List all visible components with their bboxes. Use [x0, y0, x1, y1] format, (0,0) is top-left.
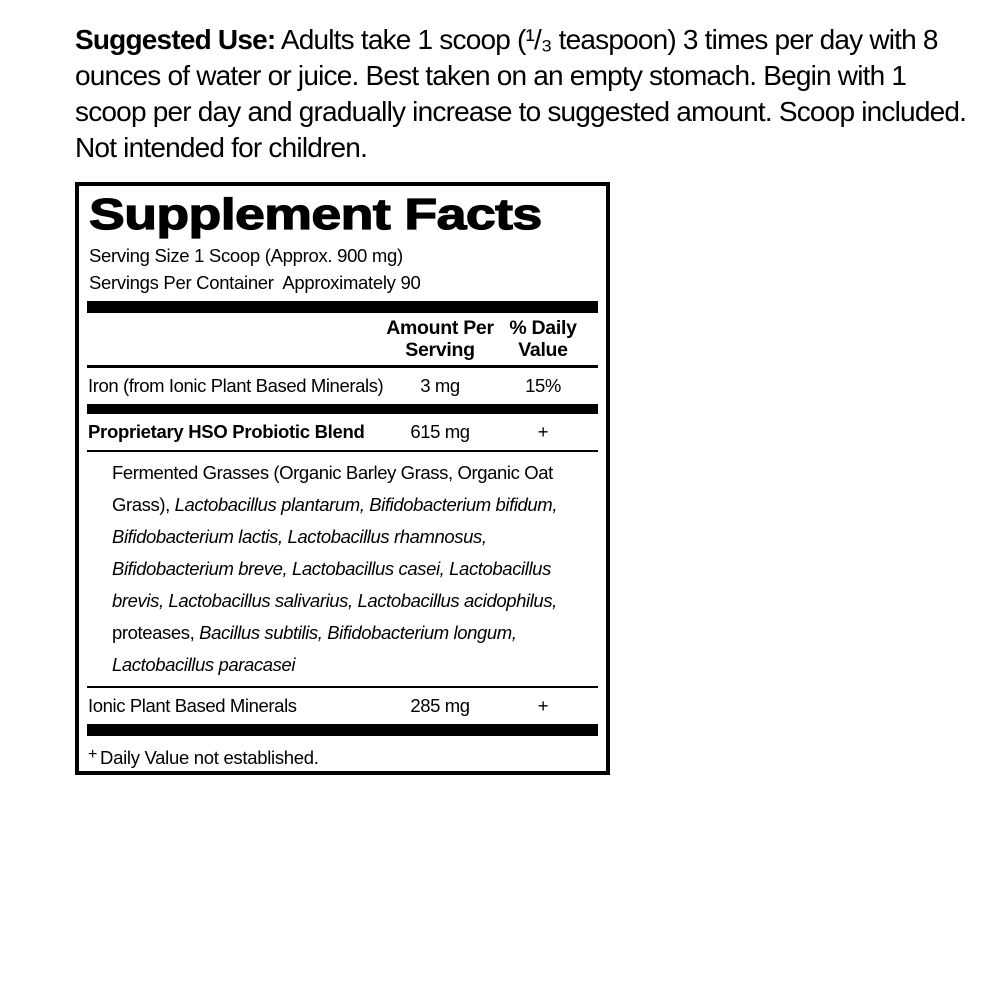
supplement-facts-title: Supplement Facts	[89, 190, 542, 239]
ingredient-scientific-name: Bacillus subtilis, Bifidobacterium longum, Lactobacillus paracasei	[112, 622, 517, 675]
footnote-text: Daily Value not established.	[100, 747, 319, 768]
ingredient-scientific-name: Lactobacillus plantarum, Bifidobacterium bifidum, Bifidobacterium lactis, Lactobacillus rhamnosus, Bifidobacterium breve, Lactobacillus casei, Lactobacillus brevis, Lactobacillus salivarius, Lactobacillus acidophilus,	[112, 494, 558, 611]
column-header-amount-per-serving: Amount Per Serving	[386, 317, 494, 361]
table-row-iron	[87, 368, 598, 404]
suggested-use-paragraph	[75, 22, 967, 166]
table-row-probiotic-blend	[87, 414, 598, 450]
nutrient-daily-value: 15%	[525, 375, 561, 396]
nutrient-name: Ionic Plant Based Minerals	[88, 695, 297, 716]
table-row-ionic-minerals	[87, 688, 598, 724]
ingredient-common-name: proteases,	[112, 622, 200, 643]
servings-per-container-text: Servings Per Container Approximately 90	[89, 272, 421, 293]
thick-divider-middle	[87, 404, 598, 414]
blend-ingredients-list	[87, 452, 577, 686]
nutrient-amount: 3 mg	[420, 375, 460, 396]
nutrient-name: Iron (from Ionic Plant Based Minerals)	[88, 375, 384, 396]
nutrient-daily-value: +	[537, 695, 549, 716]
footnote-symbol: +	[88, 746, 98, 763]
suggested-use-label: Suggested Use:	[75, 24, 276, 55]
footnote	[87, 736, 598, 769]
serving-size-text: Serving Size 1 Scoop (Approx. 900 mg)	[89, 245, 403, 266]
ingredient-common-name: Fermented Grasses (Organic Barley Grass, Organic Oat Grass),	[112, 462, 553, 515]
column-header-row	[87, 313, 598, 365]
nutrient-name: Proprietary HSO Probiotic Blend	[88, 421, 365, 442]
suggested-use-text: Adults take 1 scoop (¹/₃ teaspoon) 3 times per day with 8 ounces of water or juice. Best taken on an empty stomach. Begin with 1 scoop per day and gradually increase to suggested amount. Scoop included. Not intended for children.	[75, 24, 967, 163]
thick-divider-top	[87, 301, 598, 313]
nutrient-amount: 285 mg	[410, 695, 470, 716]
thick-divider-bottom	[87, 724, 598, 736]
column-header-daily-value: % Daily Value	[509, 317, 577, 361]
nutrient-amount: 615 mg	[410, 421, 470, 442]
supplement-facts-panel	[75, 182, 610, 775]
nutrient-daily-value: +	[537, 421, 549, 442]
